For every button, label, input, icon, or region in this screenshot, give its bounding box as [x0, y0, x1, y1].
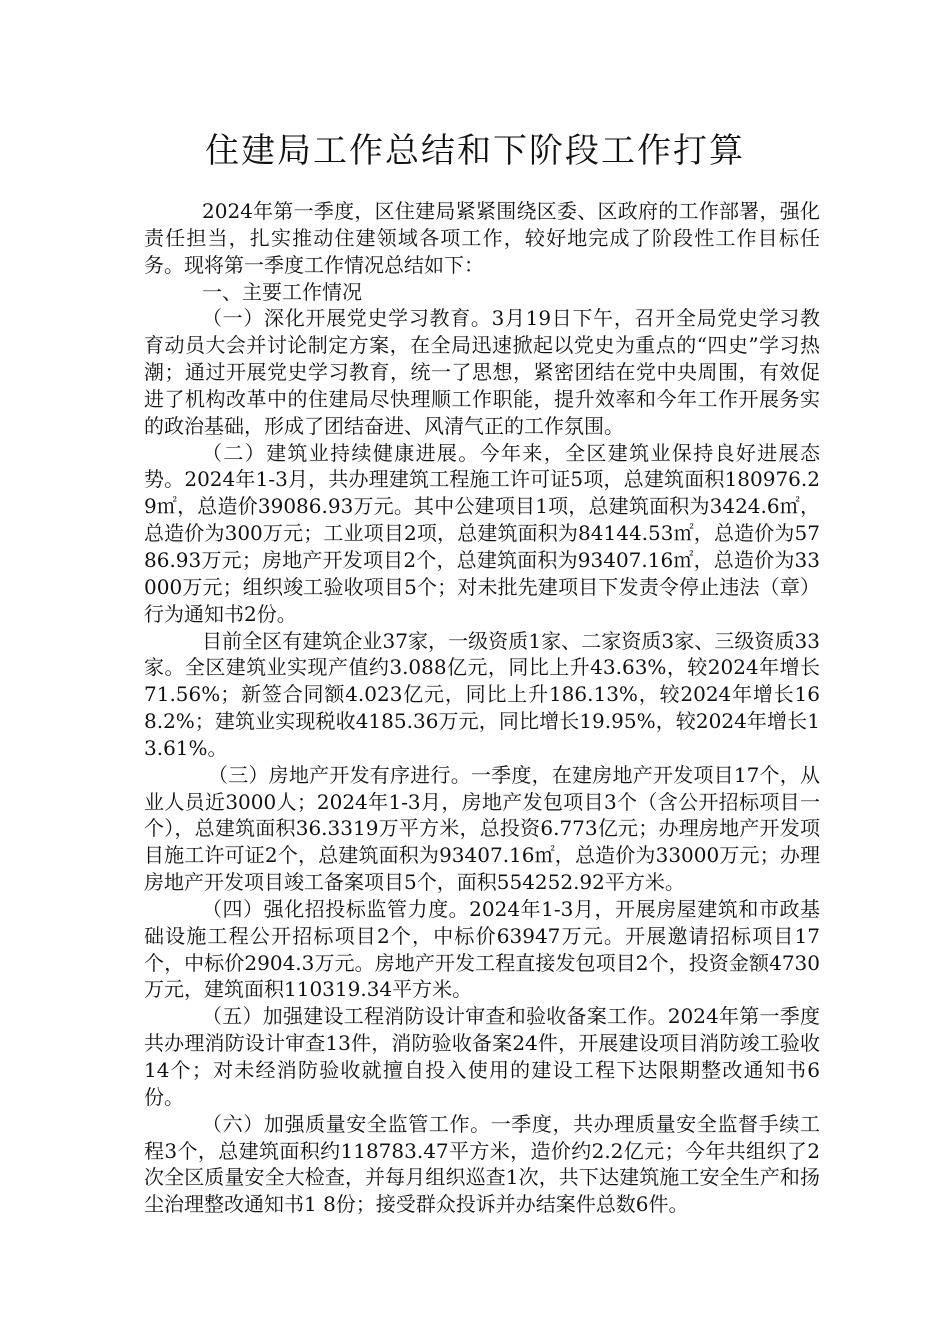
intro-paragraph: 2024年第一季度，区住建局紧紧围绕区委、区政府的工作部署，强化责任担当，扎实推动住建领域各项工作，较好地完成了阶段性工作目标任务。现将第一季度工作情况总结如下： — [144, 199, 820, 277]
paragraph-quality-safety: （六）加强质量安全监管工作。一季度，共办理质量安全监督手续工程3个，总建筑面积约118783.47平方米，造价约2.2亿元；今年共组织了2次全区质量安全大检查，并每月组织巡查1次，共下达建筑施工安全生产和扬尘治理整改通知书1 8份；接受群众投诉并办结案件总数6件。 — [144, 1111, 820, 1217]
paragraph-bidding: （四）强化招投标监管力度。2024年1-3月，开展房屋建筑和市政基础设施工程公开招标项目2个，中标价63947万元。开展邀请招标项目17个，中标价2904.3万元。房地产开发工程直接发包项目2个，投资金额4730万元，建筑面积110319.34平方米。 — [144, 896, 820, 1002]
document-title: 住建局工作总结和下阶段工作打算 — [205, 131, 745, 171]
paragraph-fire-safety: （五）加强建设工程消防设计审查和验收备案工作。2024年第一季度共办理消防设计审查13件，消防验收备案24件，开展建设项目消防竣工验收14个；对未经消防验收就擅自投入使用的建设工程下达限期整改通知书6份。 — [144, 1004, 820, 1109]
section-heading: 一、主要工作情况 — [202, 279, 362, 304]
paragraph-construction: （二）建筑业持续健康进展。今年来，全区建筑业保持良好进展态势。2024年1-3月，共办理建筑工程施工许可证5项，总建筑面积180976.29㎡，总造价39086.93万元。其中公建项目1项，总建筑面积为3424.6㎡，总造价为300万元；工业项目2项，总建筑面积为84144.53㎡，总造价为5786.93万元；房地产开发项目2个，总建筑面积为93407.16㎡，总造价为33000万元；组织竣工验收项目5个；对未批先建项目下发责令停止违法（章）行为通知书2份。 — [144, 440, 820, 626]
document-body — [144, 198, 820, 1218]
paragraph-party-history: （一）深化开展党史学习教育。3月19日下午，召开全局党史学习教育动员大会并讨论制定方案，在全局迅速掀起以党史为重点的“四史”学习热潮；通过开展党史学习教育，统一了思想，紧密团结在党中央周围，有效促进了机构改革中的住建局尽快理顺工作职能，提升效率和今年工作开展务实的政治基础，形成了团结奋进、风清气正的工作氛围。 — [144, 306, 820, 438]
paragraph-enterprises: 目前全区有建筑企业37家，一级资质1家、二家资质3家、三级资质33家。全区建筑业实现产值约3.088亿元，同比上升43.63%，较2024年增长71.56%；新签合同额4.023亿元，同比上升186.13%，较2024年增长168.2%；建筑业实现税收4185.36万元，同比增长19.95%，较2024年增长13.61%。 — [144, 628, 820, 760]
paragraph-real-estate: （三）房地产开发有序进行。一季度，在建房地产开发项目17个，从业人员近3000人；2024年1-3月，房地产发包项目3个（含公开招标项目一个），总建筑面积36.3319万平方米，总投资6.773亿元；办理房地产开发项目施工许可证2个，总建筑面积为93407.16㎡，总造价为33000万元；办理房地产开发项目竣工备案项目5个，面积554252.92平方米。 — [144, 762, 820, 895]
